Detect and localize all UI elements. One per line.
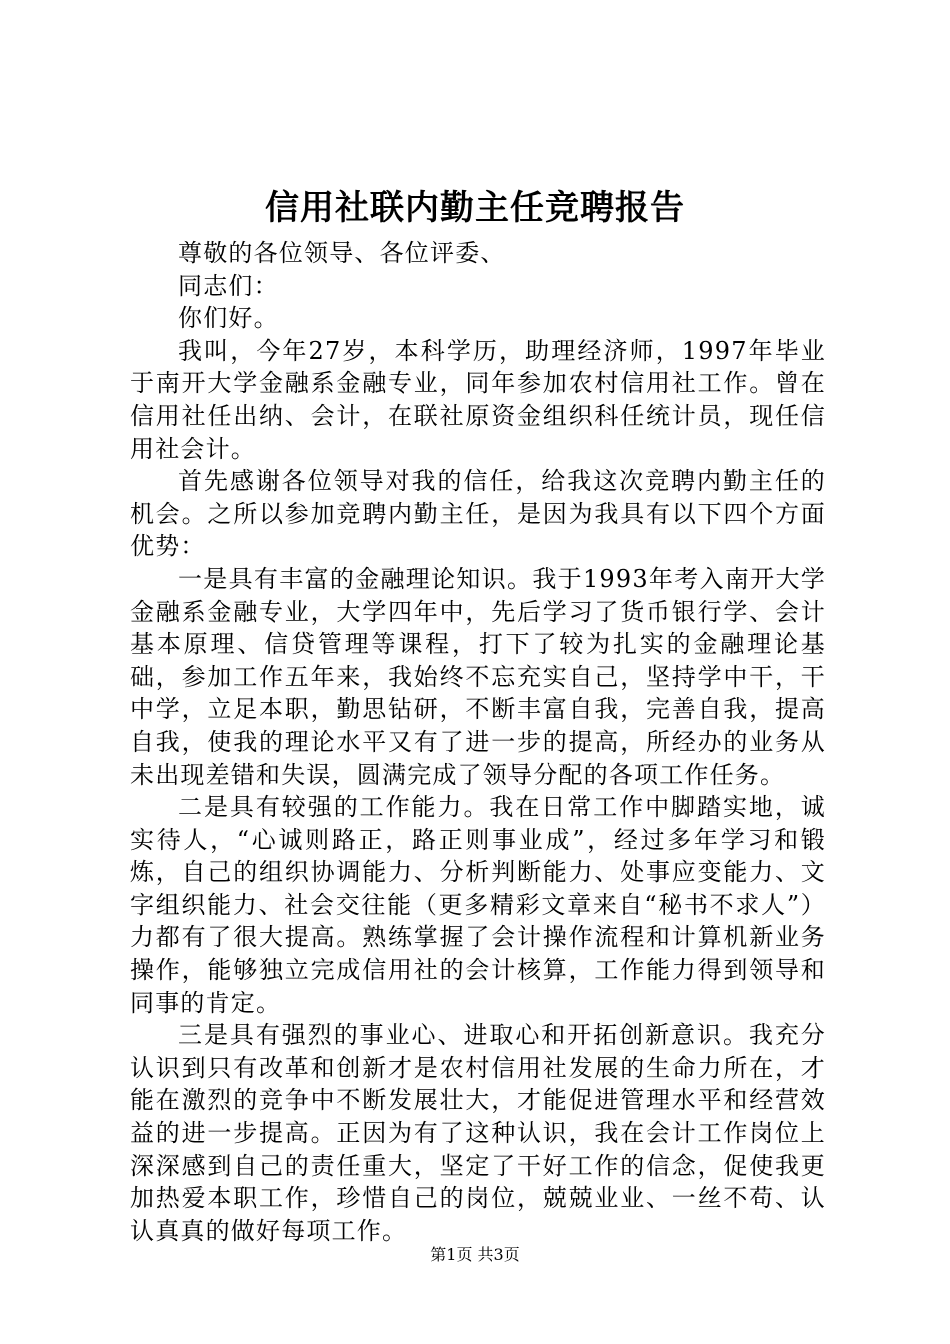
advantage-three-paragraph: 三是具有强烈的事业心、进取心和开拓创新意识。我充分认识到只有改革和创新才是农村信用社发展的生命力所在，才能在激烈的竞争中不断发展壮大，才能促进管理水平和经营效益的进一步提高。正因为有了这种认识，我在会计工作岗位上深深感到自己的责任重大，坚定了干好工作的信念，促使我更加热爱本职工作，珍惜自己的岗位，兢兢业业、一丝不苟、认认真真的做好每项工作。 bbox=[130, 1021, 826, 1245]
advantage-one-paragraph: 一是具有丰富的金融理论知识。我于1993年考入南开大学金融系金融专业，大学四年中，先后学习了货币银行学、会计基本原理、信贷管理等课程，打下了较为扎实的金融理论基础，参加工作五年来，我始终不忘充实自己，坚持学中干，干中学，立足本职，勤思钻研，不断丰富自我，完善自我，提高自我，使我的理论水平又有了进一步的提高，所经办的业务从未出现差错和失误，圆满完成了领导分配的各项工作任务。 bbox=[130, 564, 826, 789]
page-number-footer: 第1页 共3页 bbox=[430, 1245, 520, 1264]
thanks-paragraph: 首先感谢各位领导对我的信任，给我这次竞聘内勤主任的机会。之所以参加竞聘内勤主任，是因为我具有以下四个方面优势： bbox=[130, 467, 826, 561]
document-body bbox=[130, 237, 826, 1247]
self-introduction-paragraph: 我叫，今年27岁，本科学历，助理经济师，1997年毕业于南开大学金融系金融专业，同年参加农村信用社工作。曾在信用社任出纳、会计，在联社原资金组织科任统计员，现任信用社会计。 bbox=[130, 336, 826, 463]
advantage-two-paragraph: 二是具有较强的工作能力。我在日常工作中脚踏实地，诚实待人，“心诚则路正，路正则事业成”，经过多年学习和锻炼，自己的组织协调能力、分析判断能力、处事应变能力、文字组织能力、社会交往能（更多精彩文章来自“秘书不求人”）力都有了很大提高。熟练掌握了会计操作流程和计算机新业务操作，能够独立完成信用社的会计核算，工作能力得到领导和同事的肯定。 bbox=[130, 793, 826, 1017]
salutation-line-1: 尊敬的各位领导、各位评委、 bbox=[178, 239, 506, 267]
salutation-line-2: 同志们： bbox=[178, 271, 279, 300]
document-title: 信用社联内勤主任竞聘报告 bbox=[265, 188, 685, 228]
greeting-line: 你们好。 bbox=[178, 304, 279, 333]
